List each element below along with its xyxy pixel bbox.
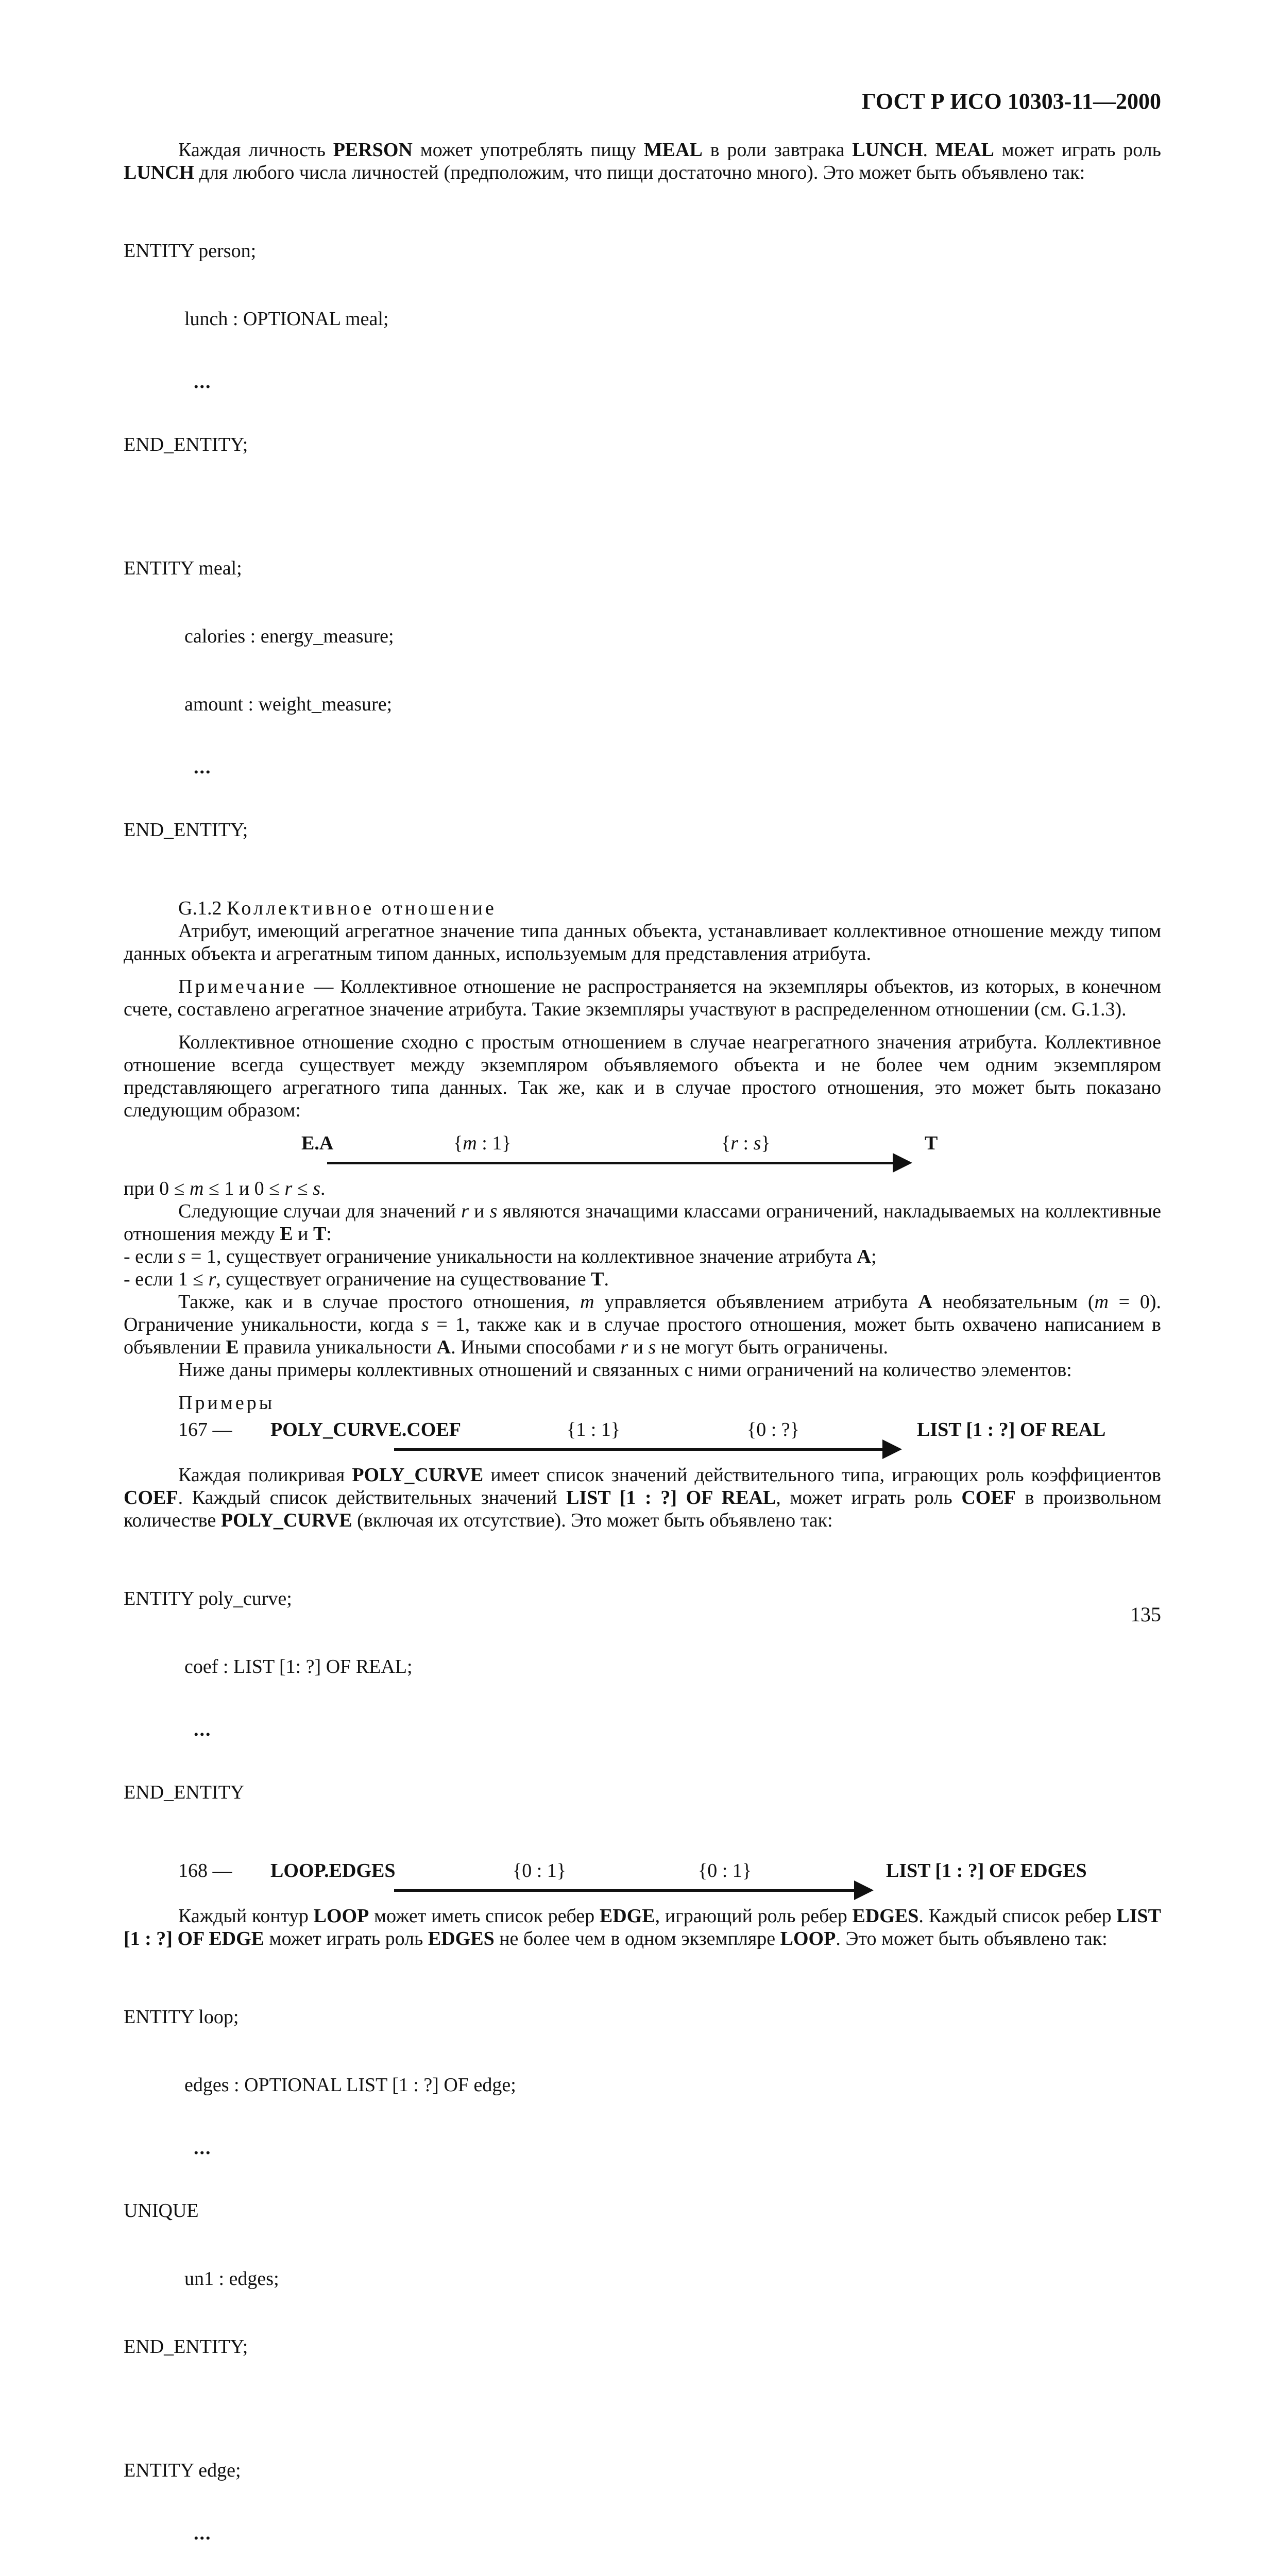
condition-line: при 0 ≤ m ≤ 1 и 0 ≤ r ≤ s.: [124, 1178, 326, 1199]
case-item-1: - если s = 1, существует ограничение уникальности на коллективное значение атрибута A;: [124, 1246, 877, 1267]
code-line: edges : OPTIONAL LIST [1 : ?] OF edge;: [184, 2074, 516, 2096]
diagram-cardinality-1: {1 : 1}: [567, 1419, 621, 1440]
code-line: END_ENTITY: [124, 1782, 245, 1803]
diagram-cardinality-2: {0 : 1}: [698, 1860, 752, 1882]
diagram-cardinality-1: {0 : 1}: [513, 1860, 567, 1882]
diagram-target: LIST [1 : ?] OF REAL: [917, 1419, 1106, 1440]
example-168-paragraph: Каждый контур LOOP может иметь список ребер EDGE, играющий роль ребер EDGES. Каждый список ребер LIST [1 : ?] OF EDGE может играть роль EDGES не более чем в одном экземпляре LOOP. Это может быть объявлено так:: [124, 1905, 1161, 1950]
code-ellipsis: ...: [194, 2522, 212, 2544]
code-line: ENTITY person;: [124, 240, 257, 262]
diagram-source: LOOP.EDGES: [270, 1860, 396, 1882]
example-number: 168 —: [178, 1860, 232, 1882]
case-item-2: - если 1 ≤ r, существует ограничение на существование T.: [124, 1268, 609, 1290]
code-line: END_ENTITY;: [124, 434, 248, 455]
diagram-cardinality-2: {0 : ?}: [747, 1419, 799, 1440]
code-line: END_ENTITY;: [124, 2336, 248, 2358]
section-paragraph-1: Атрибут, имеющий агрегатное значение типа данных объекта, устанавливает коллективное отношение между типом данных объекта и агрегатным типом данных, используемым для представления атрибута.: [124, 920, 1161, 964]
code-line: coef : LIST [1: ?] OF REAL;: [184, 1656, 413, 1677]
code-line: ENTITY edge;: [124, 2460, 241, 2481]
code-block-poly-curve: [124, 1542, 1161, 1849]
example-number: 167 —: [178, 1419, 232, 1440]
example-167-paragraph: Каждая поликривая POLY_CURVE имеет список значений действительного типа, играющих роль коэффициентов COEF. Каждый список действительных значений LIST [1 : ?] OF REAL, может играть роль COEF в произвольном количестве POLY_CURVE (включая их отсутствие). Это может быть объявлено так:: [124, 1464, 1161, 1531]
code-line: ENTITY meal;: [124, 557, 242, 579]
diagram-target: T: [925, 1132, 938, 1154]
code-block-loop: [124, 1960, 1161, 2403]
diagram-cardinality-1: {m : 1}: [453, 1132, 512, 1154]
examples-intro: Ниже даны примеры коллективных отношений и связанных с ними ограничений на количество элементов:: [178, 1359, 1072, 1381]
relationship-arrow: [394, 1889, 855, 1892]
code-block-person: [124, 194, 1161, 501]
code-line: lunch : OPTIONAL meal;: [184, 308, 389, 330]
code-block-meal: [124, 512, 1161, 887]
relationship-diagram-ea-t: [124, 1132, 1161, 1170]
note-paragraph: Примечание — Коллективное отношение не распространяется на экземпляры объектов, из которых, в конечном счете, составлено агрегатное значение атрибута. Такие экземпляры участвуют в распределенном отношении (см. G.1.3).: [124, 976, 1161, 1020]
code-ellipsis: ...: [194, 756, 212, 778]
code-line: ENTITY loop;: [124, 2006, 239, 2028]
cases-paragraph: Следующие случаи для значений r и s являются значащими классами ограничений, накладываемых на коллективные отношения между E и T:: [124, 1200, 1161, 1245]
code-line: calories : energy_measure;: [184, 625, 394, 647]
examples-label: Примеры: [178, 1392, 275, 1414]
intro-paragraph: Каждая личность PERSON может употреблять пищу MEAL в роли завтрака LUNCH. MEAL может играть роль LUNCH для любого числа личностей (предположим, что пищи достаточно много). Это может быть объявлено так:: [124, 139, 1162, 183]
section-heading: G.1.2 Коллективное отношение: [178, 897, 497, 919]
diagram-source: E.A: [301, 1132, 334, 1154]
page-number: 135: [1130, 1603, 1161, 1626]
code-ellipsis: ...: [194, 371, 212, 393]
diagram-cardinality-2: {r : s}: [721, 1132, 771, 1154]
optional-paragraph: Также, как и в случае простого отношения, m управляется объявлением атрибута A необязательным (m = 0). Ограничение уникальности, когда s = 1, также как и в случае простого отношения, может быть охвачено написанием в объявлении E правила уникальности A. Иными способами r и s не могут быть ограничены.: [124, 1291, 1161, 1358]
relationship-arrow: [394, 1448, 883, 1451]
code-line: ENTITY poly_curve;: [124, 1588, 292, 1609]
relationship-diagram-168: [124, 1859, 1161, 1897]
section-paragraph-2: Коллективное отношение сходно с простым отношением в случае неагрегатного значения атрибута. Коллективное отношение всегда существует между экземпляром объявляемого объекта и не более чем одним экземпляром представляющего агрегатного типа данных. Так же, как и в случае простого отношения, это может быть показано следующим образом:: [124, 1031, 1161, 1121]
code-ellipsis: ...: [194, 2137, 212, 2159]
code-ellipsis: ...: [194, 1719, 212, 1740]
code-line: amount : weight_measure;: [184, 693, 393, 715]
code-block-edge: [124, 2414, 1161, 2576]
diagram-source: POLY_CURVE.COEF: [270, 1419, 461, 1440]
relationship-arrow: [327, 1162, 894, 1164]
relationship-diagram-167: [124, 1418, 1161, 1456]
document-header: ГОСТ Р ИСО 10303-11—2000: [861, 89, 1161, 114]
code-line: un1 : edges;: [184, 2268, 279, 2290]
code-line: UNIQUE: [124, 2200, 199, 2222]
diagram-target: LIST [1 : ?] OF EDGES: [886, 1860, 1087, 1882]
code-line: END_ENTITY;: [124, 819, 248, 841]
